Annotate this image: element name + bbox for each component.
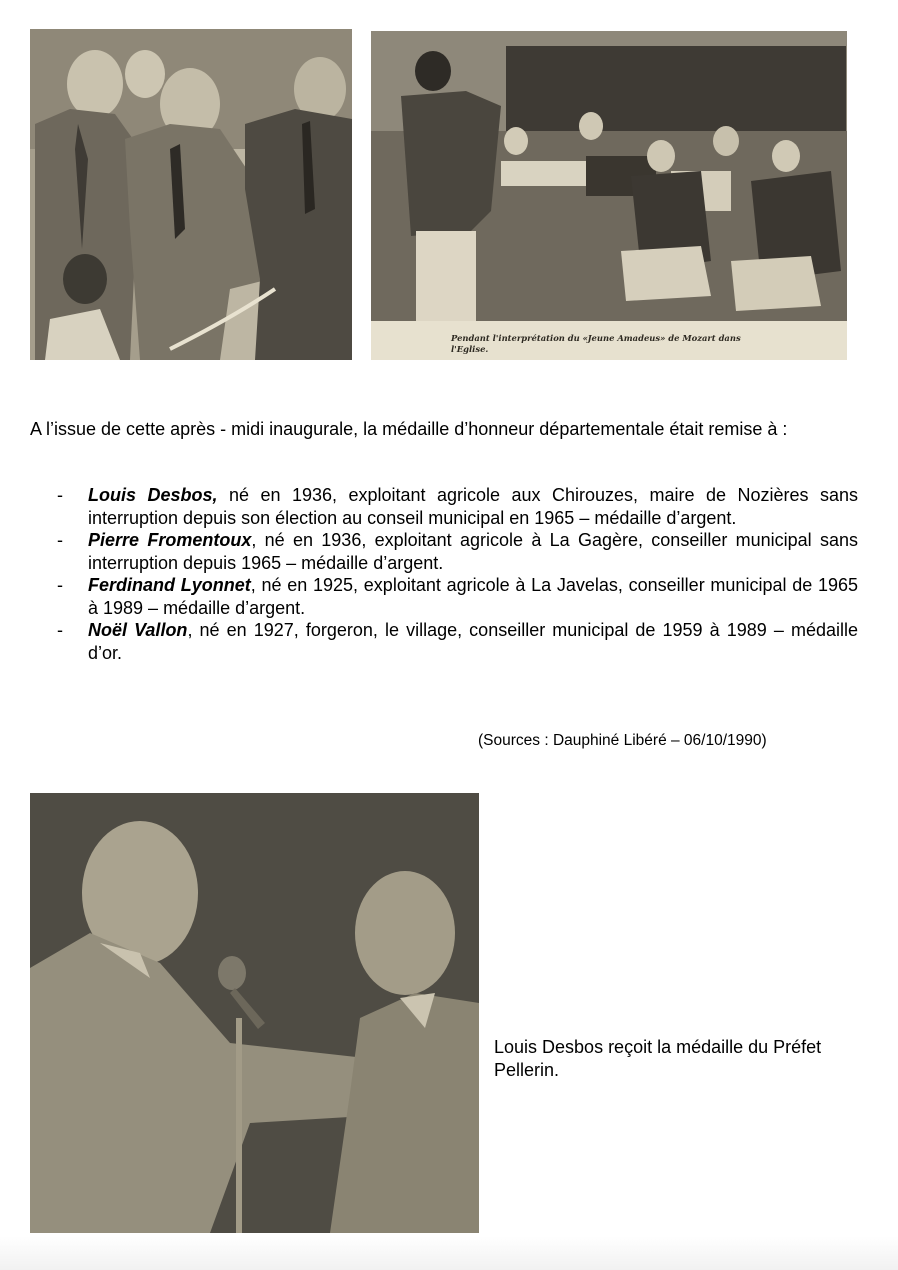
recipient-item [30,619,858,664]
list-bullet: - [57,575,63,595]
recipient-item [30,574,858,619]
orchestra-caption [451,333,781,355]
recipient-details: , né en 1927, forgeron, le village, conseiller municipal de 1959 à 1989 – médaille d’or. [88,620,858,663]
orchestra-photo [371,31,847,360]
list-bullet: - [57,530,63,550]
orchestra-caption-line2: l'Eglise. [451,344,489,354]
medal-ceremony-photo [30,793,479,1233]
recipient-name: Pierre Fromentoux [88,530,252,550]
recipient-item [30,484,858,529]
list-bullet: - [57,620,63,640]
recipients-list [30,484,858,664]
recipient-details: né en 1936, exploitant agricole aux Chirouzes, maire de Nozières sans interruption depuis son élection au conseil municipal en 1965 – médaille d’argent. [88,485,858,528]
recipient-details: , né en 1925, exploitant agricole à La Javelas, conseiller municipal de 1965 à 1989 – médaille d’argent. [88,575,859,618]
recipient-name: Noël Vallon [88,620,188,640]
intro-paragraph: A l’issue de cette après - midi inaugurale, la médaille d’honneur départementale était remise à : [30,419,788,439]
recipient-name: Louis Desbos, [88,485,218,505]
list-bullet: - [57,485,63,505]
recipient-item [30,529,858,574]
medal-photo-caption: Louis Desbos reçoit la médaille du Préfet Pellerin. [494,1037,822,1080]
recipient-name: Ferdinand Lyonnet [88,575,251,595]
recipient-details: , né en 1936, exploitant agricole à La Gagère, conseiller municipal sans interruption depuis 1965 – médaille d’argent. [88,530,858,573]
source-citation: (Sources : Dauphiné Libéré – 06/10/1990) [478,732,767,749]
orchestra-caption-line1: Pendant l'interprétation du «Jeune Amadeus» de Mozart dans [451,333,741,343]
ribbon-cutting-photo [30,29,352,360]
